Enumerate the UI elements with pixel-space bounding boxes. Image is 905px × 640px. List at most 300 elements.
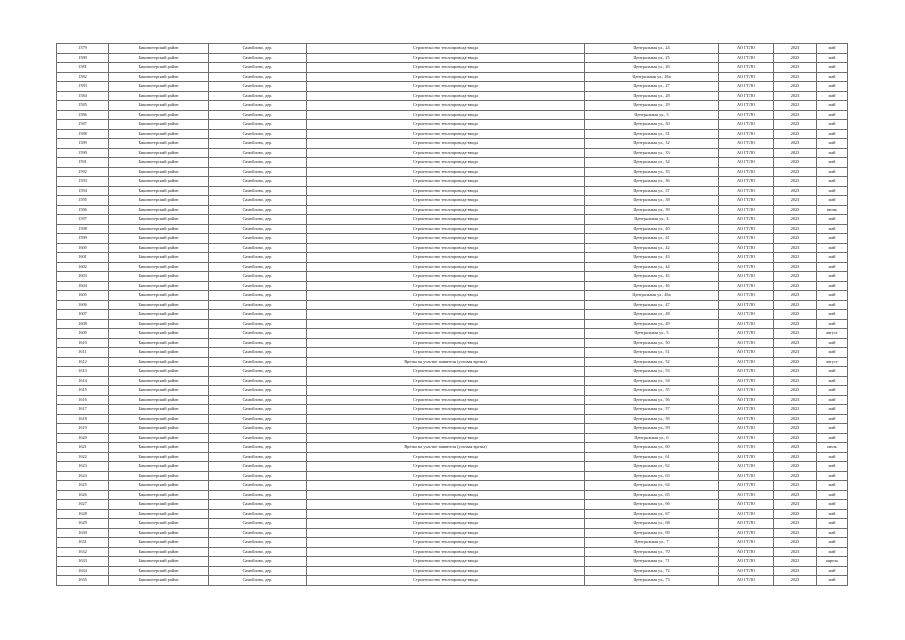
settlement-cell: Самойлово, дер. bbox=[209, 462, 307, 472]
address-cell: Центральная ул., 54 bbox=[585, 376, 719, 386]
month-cell: июль bbox=[817, 443, 848, 453]
owner-cell: АО ГТЛО bbox=[719, 538, 774, 548]
owner-cell: АО ГТЛО bbox=[719, 139, 774, 149]
district-cell: Бикинотерский район bbox=[109, 253, 209, 263]
row-number: 1593 bbox=[57, 177, 109, 187]
row-number: 1596 bbox=[57, 205, 109, 215]
district-cell: Бикинотерский район bbox=[109, 481, 209, 491]
row-number: 1583 bbox=[57, 82, 109, 92]
month-cell: май bbox=[817, 215, 848, 225]
row-number: 1615 bbox=[57, 386, 109, 396]
settlement-cell: Самойлово, дер. bbox=[209, 414, 307, 424]
month-cell: май bbox=[817, 490, 848, 500]
row-number: 1625 bbox=[57, 481, 109, 491]
table-row bbox=[57, 395, 848, 405]
month-cell: май bbox=[817, 91, 848, 101]
year-cell: 2023 bbox=[774, 148, 817, 158]
address-cell: Центральная ул., 42 bbox=[585, 243, 719, 253]
address-cell: Центральная ул., 64 bbox=[585, 481, 719, 491]
year-cell: 2023 bbox=[774, 72, 817, 82]
work-type-cell: Строительство теплопровода-ввода bbox=[307, 281, 585, 291]
row-number: 1597 bbox=[57, 215, 109, 225]
owner-cell: АО ГТЛО bbox=[719, 177, 774, 187]
table-row bbox=[57, 481, 848, 491]
works-table bbox=[56, 43, 848, 586]
row-number: 1590 bbox=[57, 148, 109, 158]
row-number: 1635 bbox=[57, 576, 109, 586]
work-type-cell: Строительство теплопровода-ввода bbox=[307, 319, 585, 329]
settlement-cell: Самойлово, дер. bbox=[209, 82, 307, 92]
year-cell: 2023 bbox=[774, 82, 817, 92]
address-cell: Центральная ул., 70 bbox=[585, 547, 719, 557]
district-cell: Бикинотерский район bbox=[109, 490, 209, 500]
district-cell: Бикинотерский район bbox=[109, 139, 209, 149]
table-row bbox=[57, 576, 848, 586]
month-cell: май bbox=[817, 253, 848, 263]
work-type-cell: Строительство теплопровода-ввода bbox=[307, 53, 585, 63]
month-cell: май bbox=[817, 348, 848, 358]
year-cell: 2023 bbox=[774, 376, 817, 386]
work-type-cell: Строительство теплопровода-ввода bbox=[307, 177, 585, 187]
month-cell: май bbox=[817, 424, 848, 434]
work-type-cell: Строительство теплопровода-ввода bbox=[307, 253, 585, 263]
owner-cell: АО ГТЛО bbox=[719, 101, 774, 111]
table-row bbox=[57, 101, 848, 111]
month-cell: май bbox=[817, 519, 848, 529]
table-row bbox=[57, 405, 848, 415]
address-cell: Центральная ул., 39 bbox=[585, 205, 719, 215]
work-type-cell: Строительство теплопровода-ввода bbox=[307, 300, 585, 310]
year-cell: 2023 bbox=[774, 53, 817, 63]
owner-cell: АО ГТЛО bbox=[719, 158, 774, 168]
owner-cell: АО ГТЛО bbox=[719, 110, 774, 120]
month-cell: май bbox=[817, 509, 848, 519]
work-type-cell: Строительство теплопровода-ввода bbox=[307, 452, 585, 462]
settlement-cell: Самойлово, дер. bbox=[209, 215, 307, 225]
year-cell: 2023 bbox=[774, 414, 817, 424]
row-number: 1621 bbox=[57, 443, 109, 453]
district-cell: Бикинотерский район bbox=[109, 300, 209, 310]
month-cell: май bbox=[817, 120, 848, 130]
work-type-cell: Строительство теплопровода-ввода bbox=[307, 348, 585, 358]
year-cell: 2023 bbox=[774, 424, 817, 434]
settlement-cell: Самойлово, дер. bbox=[209, 424, 307, 434]
year-cell: 2023 bbox=[774, 547, 817, 557]
month-cell: май bbox=[817, 243, 848, 253]
table-row bbox=[57, 120, 848, 130]
address-cell: Центральная ул., 53 bbox=[585, 367, 719, 377]
table-row bbox=[57, 253, 848, 263]
district-cell: Бикинотерский район bbox=[109, 386, 209, 396]
owner-cell: АО ГТЛО bbox=[719, 509, 774, 519]
address-cell: Центральная ул., 62 bbox=[585, 462, 719, 472]
year-cell: 2023 bbox=[774, 196, 817, 206]
row-number: 1614 bbox=[57, 376, 109, 386]
table-row bbox=[57, 528, 848, 538]
work-type-cell: Строительство теплопровода-ввода bbox=[307, 405, 585, 415]
owner-cell: АО ГТЛО bbox=[719, 433, 774, 443]
table-row bbox=[57, 566, 848, 576]
district-cell: Бикинотерский район bbox=[109, 82, 209, 92]
owner-cell: АО ГТЛО bbox=[719, 63, 774, 73]
month-cell: май bbox=[817, 177, 848, 187]
month-cell: май bbox=[817, 367, 848, 377]
owner-cell: АО ГТЛО bbox=[719, 310, 774, 320]
table-row bbox=[57, 538, 848, 548]
address-cell: Центральная ул., 58 bbox=[585, 414, 719, 424]
month-cell: май bbox=[817, 63, 848, 73]
month-cell: май bbox=[817, 158, 848, 168]
owner-cell: АО ГТЛО bbox=[719, 234, 774, 244]
year-cell: 2023 bbox=[774, 557, 817, 567]
owner-cell: АО ГТЛО bbox=[719, 120, 774, 130]
district-cell: Бикинотерский район bbox=[109, 186, 209, 196]
year-cell: 2023 bbox=[774, 348, 817, 358]
address-cell: Центральная ул., 26а bbox=[585, 72, 719, 82]
table-row bbox=[57, 148, 848, 158]
address-cell: Центральная ул., 73 bbox=[585, 576, 719, 586]
work-type-cell: Строительство теплопровода-ввода bbox=[307, 234, 585, 244]
month-cell: июнь bbox=[817, 205, 848, 215]
row-number: 1589 bbox=[57, 139, 109, 149]
settlement-cell: Самойлово, дер. bbox=[209, 243, 307, 253]
table-row bbox=[57, 53, 848, 63]
month-cell: май bbox=[817, 405, 848, 415]
row-number: 1599 bbox=[57, 234, 109, 244]
table-row bbox=[57, 376, 848, 386]
work-type-cell: Строительство теплопровода-ввода bbox=[307, 167, 585, 177]
settlement-cell: Самойлово, дер. bbox=[209, 348, 307, 358]
month-cell: май bbox=[817, 139, 848, 149]
work-type-cell: Строительство теплопровода-ввода bbox=[307, 215, 585, 225]
row-number: 1611 bbox=[57, 348, 109, 358]
district-cell: Бикинотерский район bbox=[109, 167, 209, 177]
table-row bbox=[57, 490, 848, 500]
year-cell: 2023 bbox=[774, 215, 817, 225]
address-cell: Центральная ул., 66 bbox=[585, 500, 719, 510]
work-type-cell: Строительство теплопровода-ввода bbox=[307, 519, 585, 529]
owner-cell: АО ГТЛО bbox=[719, 338, 774, 348]
owner-cell: АО ГТЛО bbox=[719, 405, 774, 415]
settlement-cell: Самойлово, дер. bbox=[209, 367, 307, 377]
month-cell: май bbox=[817, 291, 848, 301]
row-number: 1585 bbox=[57, 101, 109, 111]
month-cell: май bbox=[817, 234, 848, 244]
address-cell: Центральная ул., 43 bbox=[585, 253, 719, 263]
owner-cell: АО ГТЛО bbox=[719, 262, 774, 272]
district-cell: Бикинотерский район bbox=[109, 129, 209, 139]
district-cell: Бикинотерский район bbox=[109, 44, 209, 54]
district-cell: Бикинотерский район bbox=[109, 243, 209, 253]
row-number: 1579 bbox=[57, 44, 109, 54]
district-cell: Бикинотерский район bbox=[109, 224, 209, 234]
table-row bbox=[57, 205, 848, 215]
district-cell: Бикинотерский район bbox=[109, 262, 209, 272]
address-cell: Центральная ул., 47 bbox=[585, 300, 719, 310]
row-number: 1604 bbox=[57, 281, 109, 291]
settlement-cell: Самойлово, дер. bbox=[209, 186, 307, 196]
year-cell: 2023 bbox=[774, 186, 817, 196]
owner-cell: АО ГТЛО bbox=[719, 129, 774, 139]
settlement-cell: Самойлово, дер. bbox=[209, 167, 307, 177]
work-type-cell: Врезка на участке заявителя (угловая врезка) bbox=[307, 357, 585, 367]
address-cell: Центральная ул., 5 bbox=[585, 329, 719, 339]
address-cell: Центральная ул., 24 bbox=[585, 44, 719, 54]
table-row bbox=[57, 82, 848, 92]
settlement-cell: Самойлово, дер. bbox=[209, 509, 307, 519]
row-number: 1622 bbox=[57, 452, 109, 462]
work-type-cell: Строительство теплопровода-ввода bbox=[307, 120, 585, 130]
district-cell: Бикинотерский район bbox=[109, 53, 209, 63]
work-type-cell: Строительство теплопровода-ввода bbox=[307, 338, 585, 348]
owner-cell: АО ГТЛО bbox=[719, 196, 774, 206]
owner-cell: АО ГТЛО bbox=[719, 566, 774, 576]
address-cell: Центральная ул., 48 bbox=[585, 310, 719, 320]
work-type-cell: Строительство теплопровода-ввода bbox=[307, 186, 585, 196]
address-cell: Центральная ул., 46а bbox=[585, 291, 719, 301]
year-cell: 2023 bbox=[774, 443, 817, 453]
address-cell: Центральная ул., 6 bbox=[585, 433, 719, 443]
owner-cell: АО ГТЛО bbox=[719, 186, 774, 196]
owner-cell: АО ГТЛО bbox=[719, 471, 774, 481]
settlement-cell: Самойлово, дер. bbox=[209, 262, 307, 272]
district-cell: Бикинотерский район bbox=[109, 576, 209, 586]
table-row bbox=[57, 557, 848, 567]
year-cell: 2023 bbox=[774, 262, 817, 272]
settlement-cell: Самойлово, дер. bbox=[209, 490, 307, 500]
owner-cell: АО ГТЛО bbox=[719, 215, 774, 225]
owner-cell: АО ГТЛО bbox=[719, 367, 774, 377]
settlement-cell: Самойлово, дер. bbox=[209, 376, 307, 386]
month-cell: август bbox=[817, 329, 848, 339]
table-row bbox=[57, 91, 848, 101]
owner-cell: АО ГТЛО bbox=[719, 224, 774, 234]
district-cell: Бикинотерский район bbox=[109, 120, 209, 130]
table-row bbox=[57, 234, 848, 244]
settlement-cell: Самойлово, дер. bbox=[209, 205, 307, 215]
table-row bbox=[57, 319, 848, 329]
district-cell: Бикинотерский район bbox=[109, 414, 209, 424]
district-cell: Бикинотерский район bbox=[109, 215, 209, 225]
district-cell: Бикинотерский район bbox=[109, 357, 209, 367]
settlement-cell: Самойлово, дер. bbox=[209, 443, 307, 453]
row-number: 1612 bbox=[57, 357, 109, 367]
district-cell: Бикинотерский район bbox=[109, 177, 209, 187]
district-cell: Бикинотерский район bbox=[109, 281, 209, 291]
owner-cell: АО ГТЛО bbox=[719, 91, 774, 101]
work-type-cell: Строительство теплопровода-ввода bbox=[307, 433, 585, 443]
district-cell: Бикинотерский район bbox=[109, 452, 209, 462]
settlement-cell: Самойлово, дер. bbox=[209, 433, 307, 443]
work-type-cell: Строительство теплопровода-ввода bbox=[307, 310, 585, 320]
owner-cell: АО ГТЛО bbox=[719, 272, 774, 282]
table-row bbox=[57, 167, 848, 177]
year-cell: 2023 bbox=[774, 63, 817, 73]
year-cell: 2023 bbox=[774, 433, 817, 443]
address-cell: Центральная ул., 68 bbox=[585, 519, 719, 529]
settlement-cell: Самойлово, дер. bbox=[209, 272, 307, 282]
table-row bbox=[57, 262, 848, 272]
owner-cell: АО ГТЛО bbox=[719, 329, 774, 339]
year-cell: 2023 bbox=[774, 177, 817, 187]
owner-cell: АО ГТЛО bbox=[719, 44, 774, 54]
month-cell: май bbox=[817, 414, 848, 424]
month-cell: май bbox=[817, 576, 848, 586]
work-type-cell: Строительство теплопровода-ввода bbox=[307, 291, 585, 301]
settlement-cell: Самойлово, дер. bbox=[209, 547, 307, 557]
row-number: 1632 bbox=[57, 547, 109, 557]
month-cell: май bbox=[817, 376, 848, 386]
row-number: 1629 bbox=[57, 519, 109, 529]
district-cell: Бикинотерский район bbox=[109, 557, 209, 567]
district-cell: Бикинотерский район bbox=[109, 395, 209, 405]
address-cell: Центральная ул., 32 bbox=[585, 139, 719, 149]
owner-cell: АО ГТЛО bbox=[719, 243, 774, 253]
month-cell: май bbox=[817, 310, 848, 320]
owner-cell: АО ГТЛО bbox=[719, 557, 774, 567]
district-cell: Бикинотерский район bbox=[109, 547, 209, 557]
row-number: 1598 bbox=[57, 224, 109, 234]
month-cell: май bbox=[817, 338, 848, 348]
work-type-cell: Строительство теплопровода-ввода bbox=[307, 205, 585, 215]
work-type-cell: Строительство теплопровода-ввода bbox=[307, 196, 585, 206]
work-type-cell: Строительство теплопровода-ввода bbox=[307, 329, 585, 339]
owner-cell: АО ГТЛО bbox=[719, 414, 774, 424]
row-number: 1617 bbox=[57, 405, 109, 415]
year-cell: 2023 bbox=[774, 129, 817, 139]
address-cell: Центральная ул., 34 bbox=[585, 158, 719, 168]
year-cell: 2023 bbox=[774, 167, 817, 177]
district-cell: Бикинотерский район bbox=[109, 433, 209, 443]
row-number: 1581 bbox=[57, 63, 109, 73]
owner-cell: АО ГТЛО bbox=[719, 72, 774, 82]
year-cell: 2023 bbox=[774, 139, 817, 149]
row-number: 1602 bbox=[57, 262, 109, 272]
work-type-cell: Строительство теплопровода-ввода bbox=[307, 272, 585, 282]
year-cell: 2023 bbox=[774, 528, 817, 538]
address-cell: Центральная ул., 72 bbox=[585, 566, 719, 576]
address-cell: Центральная ул., 57 bbox=[585, 405, 719, 415]
work-type-cell: Строительство теплопровода-ввода bbox=[307, 72, 585, 82]
work-type-cell: Строительство теплопровода-ввода bbox=[307, 148, 585, 158]
settlement-cell: Самойлово, дер. bbox=[209, 528, 307, 538]
table-row bbox=[57, 129, 848, 139]
row-number: 1595 bbox=[57, 196, 109, 206]
row-number: 1616 bbox=[57, 395, 109, 405]
work-type-cell: Строительство теплопровода-ввода bbox=[307, 538, 585, 548]
work-type-cell: Строительство теплопровода-ввода bbox=[307, 395, 585, 405]
address-cell: Центральная ул., 27 bbox=[585, 82, 719, 92]
table-row bbox=[57, 224, 848, 234]
address-cell: Центральная ул., 61 bbox=[585, 452, 719, 462]
settlement-cell: Самойлово, дер. bbox=[209, 148, 307, 158]
district-cell: Бикинотерский район bbox=[109, 509, 209, 519]
address-cell: Центральная ул., 36 bbox=[585, 177, 719, 187]
address-cell: Центральная ул., 59 bbox=[585, 424, 719, 434]
work-type-cell: Строительство теплопровода-ввода bbox=[307, 224, 585, 234]
month-cell: май bbox=[817, 262, 848, 272]
table-row bbox=[57, 291, 848, 301]
settlement-cell: Самойлово, дер. bbox=[209, 557, 307, 567]
district-cell: Бикинотерский район bbox=[109, 405, 209, 415]
year-cell: 2023 bbox=[774, 319, 817, 329]
year-cell: 2023 bbox=[774, 405, 817, 415]
table-row bbox=[57, 348, 848, 358]
owner-cell: АО ГТЛО bbox=[719, 528, 774, 538]
table-row bbox=[57, 443, 848, 453]
table-row bbox=[57, 72, 848, 82]
table-row bbox=[57, 414, 848, 424]
year-cell: 2023 bbox=[774, 509, 817, 519]
district-cell: Бикинотерский район bbox=[109, 110, 209, 120]
work-type-cell: Строительство теплопровода-ввода bbox=[307, 158, 585, 168]
district-cell: Бикинотерский район bbox=[109, 338, 209, 348]
owner-cell: АО ГТЛО bbox=[719, 319, 774, 329]
row-number: 1619 bbox=[57, 424, 109, 434]
month-cell: май bbox=[817, 196, 848, 206]
row-number: 1608 bbox=[57, 319, 109, 329]
year-cell: 2023 bbox=[774, 338, 817, 348]
month-cell: апрель bbox=[817, 557, 848, 567]
address-cell: Центральная ул., 46 bbox=[585, 281, 719, 291]
table-row bbox=[57, 63, 848, 73]
owner-cell: АО ГТЛО bbox=[719, 424, 774, 434]
row-number: 1605 bbox=[57, 291, 109, 301]
district-cell: Бикинотерский район bbox=[109, 471, 209, 481]
work-type-cell: Врезка на участке заявителя (угловая врезка) bbox=[307, 443, 585, 453]
month-cell: август bbox=[817, 357, 848, 367]
settlement-cell: Самойлово, дер. bbox=[209, 500, 307, 510]
owner-cell: АО ГТЛО bbox=[719, 547, 774, 557]
row-number: 1588 bbox=[57, 129, 109, 139]
address-cell: Центральная ул., 50 bbox=[585, 338, 719, 348]
year-cell: 2023 bbox=[774, 367, 817, 377]
address-cell: Центральная ул., 55 bbox=[585, 386, 719, 396]
owner-cell: АО ГТЛО bbox=[719, 490, 774, 500]
settlement-cell: Самойлово, дер. bbox=[209, 386, 307, 396]
district-cell: Бикинотерский район bbox=[109, 443, 209, 453]
owner-cell: АО ГТЛО bbox=[719, 462, 774, 472]
table-row bbox=[57, 243, 848, 253]
month-cell: май bbox=[817, 433, 848, 443]
owner-cell: АО ГТЛО bbox=[719, 253, 774, 263]
work-type-cell: Строительство теплопровода-ввода bbox=[307, 424, 585, 434]
settlement-cell: Самойлово, дер. bbox=[209, 63, 307, 73]
year-cell: 2023 bbox=[774, 243, 817, 253]
address-cell: Центральная ул., 29 bbox=[585, 101, 719, 111]
address-cell: Центральная ул., 38 bbox=[585, 196, 719, 206]
settlement-cell: Самойлово, дер. bbox=[209, 139, 307, 149]
settlement-cell: Самойлово, дер. bbox=[209, 110, 307, 120]
settlement-cell: Самойлово, дер. bbox=[209, 158, 307, 168]
year-cell: 2023 bbox=[774, 576, 817, 586]
district-cell: Бикинотерский район bbox=[109, 566, 209, 576]
table-row bbox=[57, 186, 848, 196]
settlement-cell: Самойлово, дер. bbox=[209, 357, 307, 367]
owner-cell: АО ГТЛО bbox=[719, 205, 774, 215]
month-cell: май bbox=[817, 471, 848, 481]
table-row bbox=[57, 500, 848, 510]
work-type-cell: Строительство теплопровода-ввода bbox=[307, 91, 585, 101]
month-cell: май bbox=[817, 129, 848, 139]
work-type-cell: Строительство теплопровода-ввода bbox=[307, 110, 585, 120]
address-cell: Центральная ул., 60 bbox=[585, 443, 719, 453]
row-number: 1630 bbox=[57, 528, 109, 538]
year-cell: 2023 bbox=[774, 329, 817, 339]
work-type-cell: Строительство теплопровода-ввода bbox=[307, 129, 585, 139]
district-cell: Бикинотерский район bbox=[109, 329, 209, 339]
district-cell: Бикинотерский район bbox=[109, 72, 209, 82]
